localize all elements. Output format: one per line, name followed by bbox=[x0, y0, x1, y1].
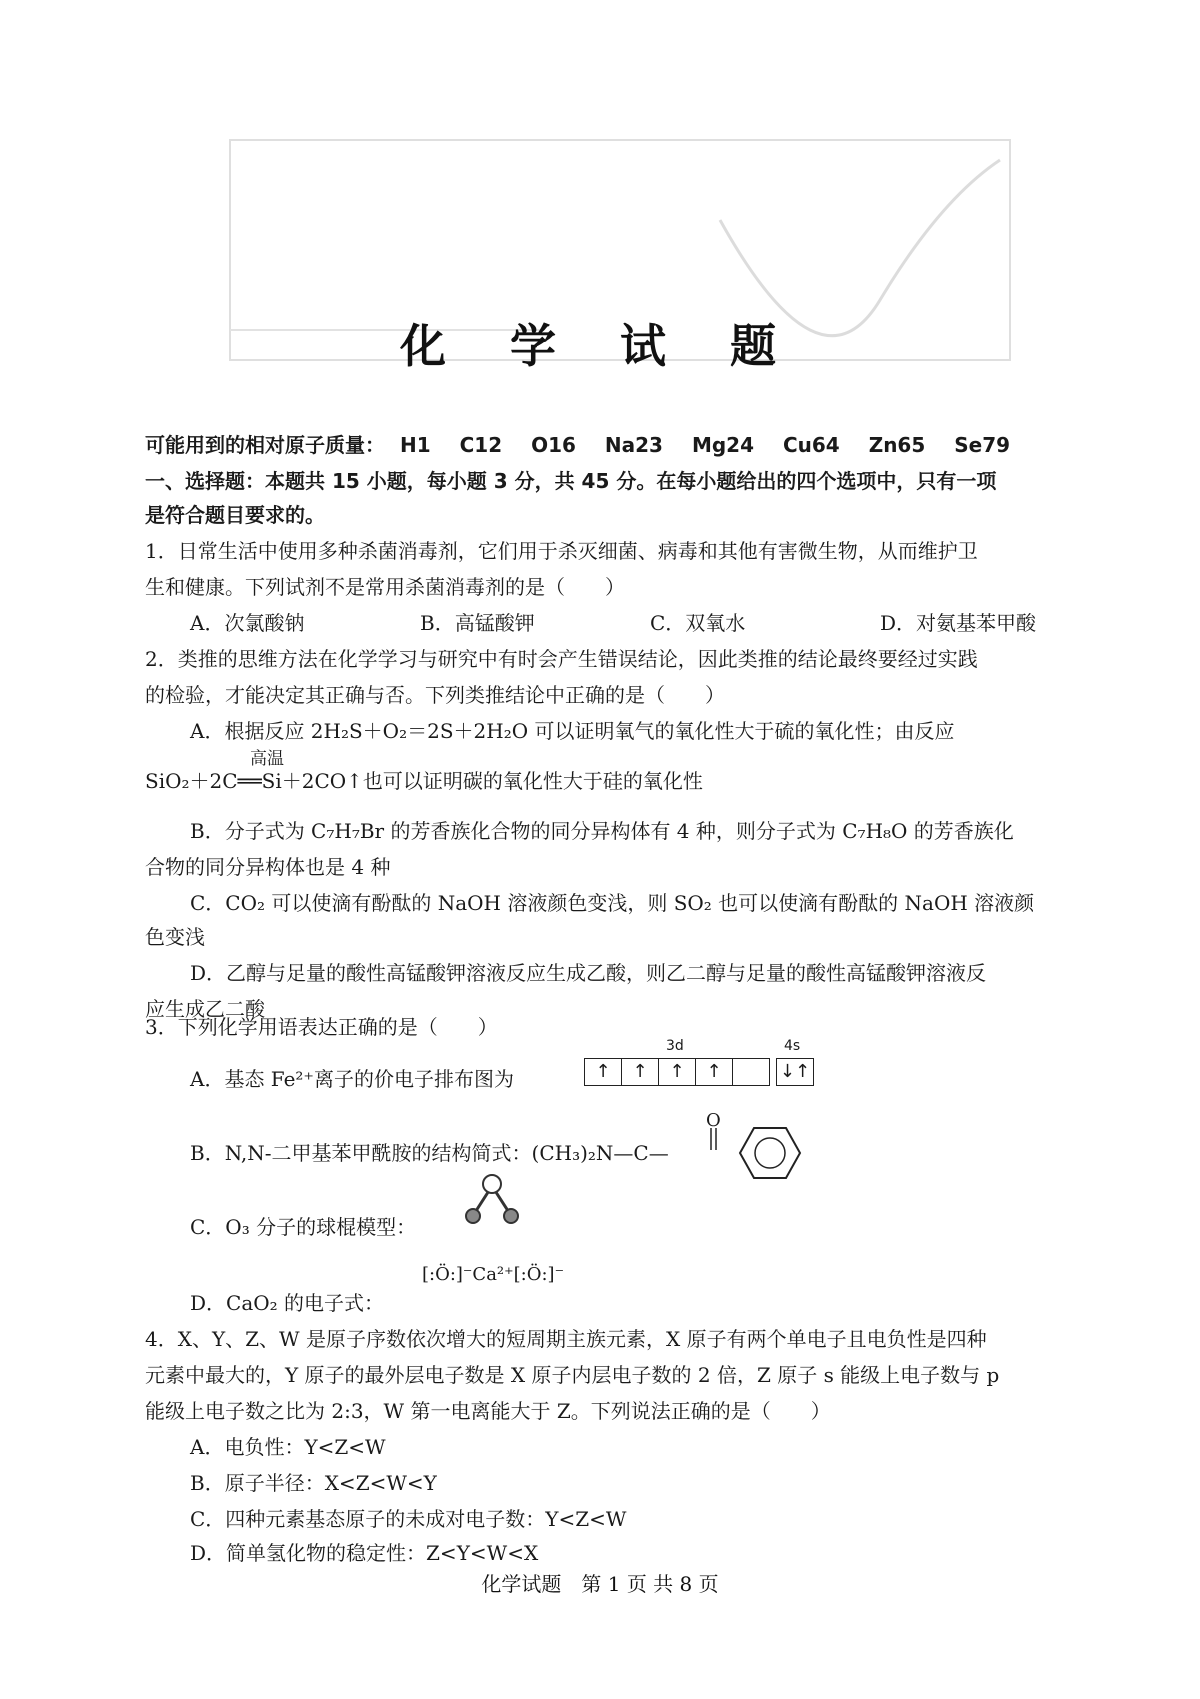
q1-option-a: A．次氯酸钠 bbox=[190, 611, 305, 635]
q1-option-d: D．对氨基苯甲酸 bbox=[880, 611, 1037, 635]
mass-item: H1 bbox=[399, 433, 431, 457]
q4-option-b: B．原子半径：X<Z<W<Y bbox=[190, 1471, 437, 1495]
q3-option-b bbox=[190, 1136, 1200, 1170]
page-title: 化 学 试 题 bbox=[399, 319, 801, 373]
q3-option-a: A．基态 Fe²⁺离子的价电子排布图为 bbox=[190, 1067, 514, 1091]
orbital-box: ↑ bbox=[585, 1059, 622, 1085]
orbital-box: ↓↑ bbox=[779, 1061, 811, 1082]
mass-item: Zn65 bbox=[868, 433, 926, 457]
carbonyl-double-bond-icon bbox=[708, 1128, 720, 1152]
q1-option-c: C．双氧水 bbox=[650, 611, 746, 635]
orbital-box: ↑ bbox=[696, 1059, 733, 1085]
q4-stem-line2: 元素中最大的，Y 原子的最外层电子数是 X 原子内层电子数的 2 倍，Z 原子 s 能级上电子数与 p bbox=[145, 1363, 1000, 1387]
masses-label: 可能用到的相对原子质量： bbox=[145, 433, 385, 457]
page-footer: 化学试题 第 1 页 共 8 页 bbox=[481, 1572, 719, 1596]
q2-option-c-line1: C．CO₂ 可以使滴有酚酞的 NaOH 溶液颜色变浅，则 SO₂ 也可以使滴有酚酞的 NaOH 溶液颜 bbox=[190, 891, 1035, 915]
section-heading-line2: 是符合题目要求的。 bbox=[145, 503, 325, 527]
q3-option-b-label: B．N,N-二甲基苯甲酰胺的结构简式： bbox=[190, 1141, 532, 1165]
q4-option-c: C．四种元素基态原子的未成对电子数：Y<Z<W bbox=[190, 1507, 627, 1531]
carbonyl-oxygen: O bbox=[706, 1110, 721, 1131]
benzene-ring-icon bbox=[738, 1124, 802, 1182]
orbital-3d-boxes bbox=[584, 1058, 770, 1086]
q2-option-a-line2: SiO₂＋2C══Si＋2CO↑也可以证明碳的氧化性大于硅的氧化性 bbox=[145, 769, 703, 793]
orbital-4s-label: 4s bbox=[784, 1038, 801, 1054]
ozone-ball-stick-icon bbox=[460, 1172, 526, 1228]
q1-stem-line1: 1．日常生活中使用多种杀菌消毒剂，它们用于杀灭细菌、病毒和其他有害微生物，从而维护卫 bbox=[145, 539, 978, 563]
cao2-electron-formula: [:Ö:]⁻Ca²⁺[:Ö:]⁻ bbox=[422, 1264, 565, 1285]
dmb-formula: (CH₃)₂N—C— bbox=[531, 1141, 669, 1165]
q1-option-b: B．高锰酸钾 bbox=[420, 611, 535, 635]
q2-stem-line1: 2．类推的思维方法在化学学习与研究中有时会产生错误结论，因此类推的结论最终要经过实践 bbox=[145, 647, 978, 671]
q2-reaction-condition: 高温 bbox=[250, 749, 284, 769]
q2-option-b-line1: B．分子式为 C₇H₇Br 的芳香族化合物的同分异构体有 4 种，则分子式为 C₇H₈O 的芳香族化 bbox=[190, 819, 1014, 843]
mass-item: Na23 bbox=[604, 433, 663, 457]
orbital-box: ↑ bbox=[659, 1059, 696, 1085]
q3-option-c: C．O₃ 分子的球棍模型： bbox=[190, 1215, 417, 1239]
q4-option-d: D．简单氢化物的稳定性：Z<Y<W<X bbox=[190, 1541, 539, 1565]
mass-item: O16 bbox=[531, 433, 576, 457]
q1-options bbox=[190, 606, 1200, 640]
section-heading-line1: 一、选择题：本题共 15 小题，每小题 3 分，共 45 分。在每小题给出的四个选项中，只有一项 bbox=[145, 469, 997, 493]
orbital-box bbox=[733, 1059, 769, 1085]
q1-stem-line2: 生和健康。下列试剂不是常用杀菌消毒剂的是（ ） bbox=[145, 575, 625, 599]
q4-stem-line1: 4．X、Y、Z、W 是原子序数依次增大的短周期主族元素，X 原子有两个单电子且电负性是四种 bbox=[145, 1327, 987, 1351]
orbital-3d-label: 3d bbox=[666, 1038, 684, 1054]
q2-option-b-line2: 合物的同分异构体也是 4 种 bbox=[145, 855, 391, 879]
atomic-masses bbox=[145, 428, 1165, 462]
orbital-box: ↑ bbox=[622, 1059, 659, 1085]
q2-option-d-line1: D．乙醇与足量的酸性高锰酸钾溶液反应生成乙酸，则乙二醇与足量的酸性高锰酸钾溶液反 bbox=[190, 961, 987, 985]
q3-option-d: D．CaO₂ 的电子式： bbox=[190, 1291, 385, 1315]
mass-item: Se79 bbox=[954, 433, 1011, 457]
mass-item: Cu64 bbox=[782, 433, 840, 457]
q3-stem: 3．下列化学用语表达正确的是（ ） bbox=[145, 1015, 498, 1039]
q4-option-a: A．电负性：Y<Z<W bbox=[190, 1435, 386, 1459]
q2-option-c-line2: 色变浅 bbox=[145, 925, 205, 949]
q2-option-d-line2: 应生成乙二酸 bbox=[145, 997, 265, 1021]
q2-option-a-line1: A．根据反应 2H₂S＋O₂＝2S＋2H₂O 可以证明氧气的氧化性大于硫的氧化性；由反应 bbox=[190, 719, 955, 743]
q2-stem-line2: 的检验，才能决定其正确与否。下列类推结论中正确的是（ ） bbox=[145, 683, 725, 707]
orbital-4s-boxes bbox=[776, 1058, 814, 1086]
q4-stem-line3: 能级上电子数之比为 2:3，W 第一电离能大于 Z。下列说法正确的是（ ） bbox=[145, 1399, 831, 1423]
mass-item: Mg24 bbox=[691, 433, 754, 457]
mass-item: C12 bbox=[459, 433, 503, 457]
